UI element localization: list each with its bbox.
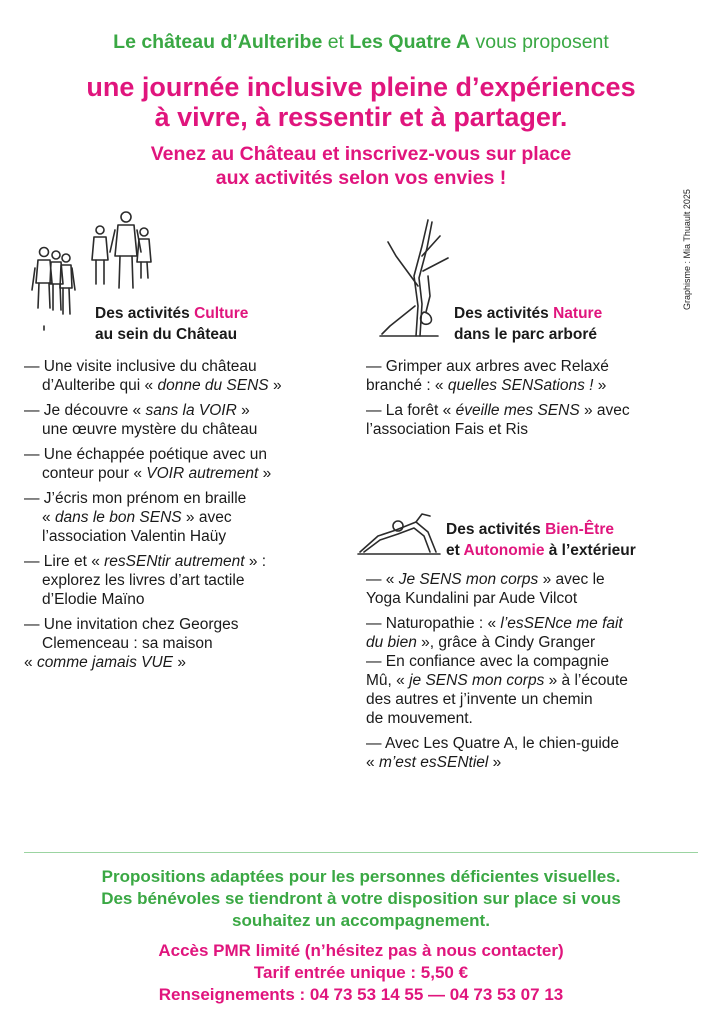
- wellbeing-title-highlight1: Bien-Être: [545, 521, 614, 538]
- item-text: » avec: [181, 509, 232, 526]
- item-text: explorez les livres d’art tactile: [42, 572, 245, 589]
- item-text: l’association Fais et Ris: [366, 421, 528, 438]
- item-text: »: [173, 654, 186, 671]
- org-chateau: Le château d’Aulteribe: [113, 31, 323, 53]
- item-text: d’Aulteribe qui «: [42, 377, 158, 394]
- list-item: [24, 552, 354, 609]
- item-text: — Naturopathie : «: [366, 615, 501, 632]
- nature-title-prefix: Des activités: [454, 305, 554, 322]
- item-emphasis: quelles SENSations !: [447, 377, 594, 394]
- item-text: «: [42, 509, 55, 526]
- item-emphasis: m’est esSENtiel: [378, 754, 489, 771]
- list-item: [24, 401, 354, 439]
- item-text: d’Elodie Maïno: [42, 591, 145, 608]
- item-emphasis: VOIR autrement: [146, 465, 259, 482]
- nature-section-title: [454, 303, 602, 345]
- yoga-pose-illustration: [356, 508, 442, 558]
- item-text: — Lire et «: [24, 553, 105, 570]
- item-text: », grâce à Cindy Granger: [416, 634, 596, 651]
- item-emphasis: resSENtir autrement: [104, 553, 245, 570]
- item-text: l’association Valentin Haüy: [42, 528, 227, 545]
- item-emphasis: Je SENS mon corps: [398, 571, 539, 588]
- nature-title-line2: dans le parc arboré: [454, 326, 598, 343]
- culture-section-title: [95, 303, 248, 345]
- item-text: » à l’écoute: [544, 672, 628, 689]
- wellbeing-title-and: et: [446, 542, 464, 559]
- subheadline: [0, 142, 722, 190]
- item-text: «: [366, 754, 379, 771]
- wellbeing-title-suffix: à l’extérieur: [544, 542, 636, 559]
- footer-green-line2: Des bénévoles se tiendront à votre disposition sur place si vous: [101, 889, 621, 908]
- footer-green-line3: souhaitez un accompagnement.: [232, 911, 490, 930]
- footer-divider: [24, 852, 698, 853]
- culture-title-prefix: Des activités: [95, 305, 195, 322]
- culture-title-highlight: Culture: [194, 305, 249, 322]
- subhead-line1: Venez au Château et inscrivez-vous sur place: [150, 143, 572, 165]
- item-emphasis: éveille mes SENS: [455, 402, 580, 419]
- item-emphasis: je SENS mon corps: [409, 672, 545, 689]
- wellbeing-section-title: [446, 519, 636, 561]
- contact-phones: Renseignements : 04 73 53 14 55 — 04 73 53 07 13: [158, 985, 564, 1004]
- item-text: — J’écris mon prénom en braille: [24, 490, 247, 507]
- nature-title-highlight: Nature: [553, 305, 603, 322]
- item-text: branché : «: [366, 377, 448, 394]
- headline-line2: à vivre, à ressentir et à partager.: [154, 102, 568, 132]
- list-item: [24, 445, 354, 483]
- list-item: [366, 652, 706, 728]
- item-text: »: [488, 754, 502, 771]
- item-text: Yoga Kundalini par Aude Vilcot: [366, 590, 578, 607]
- org-quatre-a: Les Quatre A: [349, 31, 471, 53]
- intro-and: et: [322, 31, 350, 53]
- wellbeing-title-prefix: Des activités: [446, 521, 546, 538]
- item-emphasis: comme jamais VUE: [36, 654, 174, 671]
- list-item: [366, 734, 706, 772]
- item-text: une œuvre mystère du château: [42, 421, 258, 438]
- headline-line1: une journée inclusive pleine d’expériences: [86, 72, 636, 102]
- item-text: »: [268, 377, 282, 394]
- item-emphasis: du bien: [366, 634, 417, 651]
- culture-title-line2: au sein du Château: [95, 326, 238, 343]
- item-text: — La forêt «: [366, 402, 456, 419]
- item-text: — Avec Les Quatre A, le chien-guide: [366, 735, 620, 752]
- subhead-line2: aux activités selon vos envies !: [215, 167, 507, 189]
- intro-line: [0, 31, 722, 54]
- item-text: »: [593, 377, 607, 394]
- item-emphasis: l’esSENce me fait: [500, 615, 623, 632]
- item-emphasis: sans la VOIR: [145, 402, 237, 419]
- item-text: — Grimper aux arbres avec Relaxé: [366, 358, 609, 375]
- wellbeing-title-highlight2: Autonomie: [463, 542, 545, 559]
- item-text: «: [24, 654, 37, 671]
- item-text: » :: [244, 553, 267, 570]
- item-text: »: [236, 402, 250, 419]
- practical-info: [0, 940, 722, 1006]
- list-item: [366, 357, 706, 395]
- item-text: Clemenceau : sa maison: [42, 635, 213, 652]
- tree-illustration: [378, 216, 453, 338]
- pmr-access: Accès PMR limité (n’hésitez pas à nous contacter): [158, 941, 564, 960]
- nature-activity-list: [366, 357, 706, 445]
- item-text: des autres et j’invente un chemin: [366, 691, 593, 708]
- item-text: — Une échappée poétique avec un: [24, 446, 268, 463]
- item-text: » avec le: [538, 571, 605, 588]
- item-emphasis: donne du SENS: [157, 377, 269, 394]
- list-item: [24, 357, 354, 395]
- item-text: — Je découvre «: [24, 402, 146, 419]
- wellbeing-activity-list: [366, 570, 706, 778]
- item-text: — Une visite inclusive du château: [24, 358, 257, 375]
- graphics-credit: Graphisme : Mia Thuault 2025: [682, 189, 692, 310]
- item-text: — Une invitation chez Georges: [24, 616, 239, 633]
- list-item: [24, 489, 354, 546]
- list-item: [366, 570, 706, 608]
- footer-green-line1: Propositions adaptées pour les personnes déficientes visuelles.: [101, 867, 621, 886]
- accessibility-note: [0, 866, 722, 932]
- item-text: Mû, «: [366, 672, 410, 689]
- headline: [0, 72, 722, 132]
- item-text: — En confiance avec la compagnie: [366, 653, 609, 670]
- item-text: conteur pour «: [42, 465, 147, 482]
- item-text: de mouvement.: [366, 710, 473, 727]
- culture-activity-list: [24, 357, 354, 678]
- item-text: — «: [366, 571, 399, 588]
- list-item: [366, 614, 706, 652]
- ticket-price: Tarif entrée unique : 5,50 €: [253, 963, 469, 982]
- list-item: [366, 401, 706, 439]
- item-emphasis: dans le bon SENS: [54, 509, 182, 526]
- item-text: »: [258, 465, 272, 482]
- item-text: » avec: [579, 402, 630, 419]
- list-item: [24, 615, 354, 672]
- intro-rest: vous proposent: [470, 31, 609, 53]
